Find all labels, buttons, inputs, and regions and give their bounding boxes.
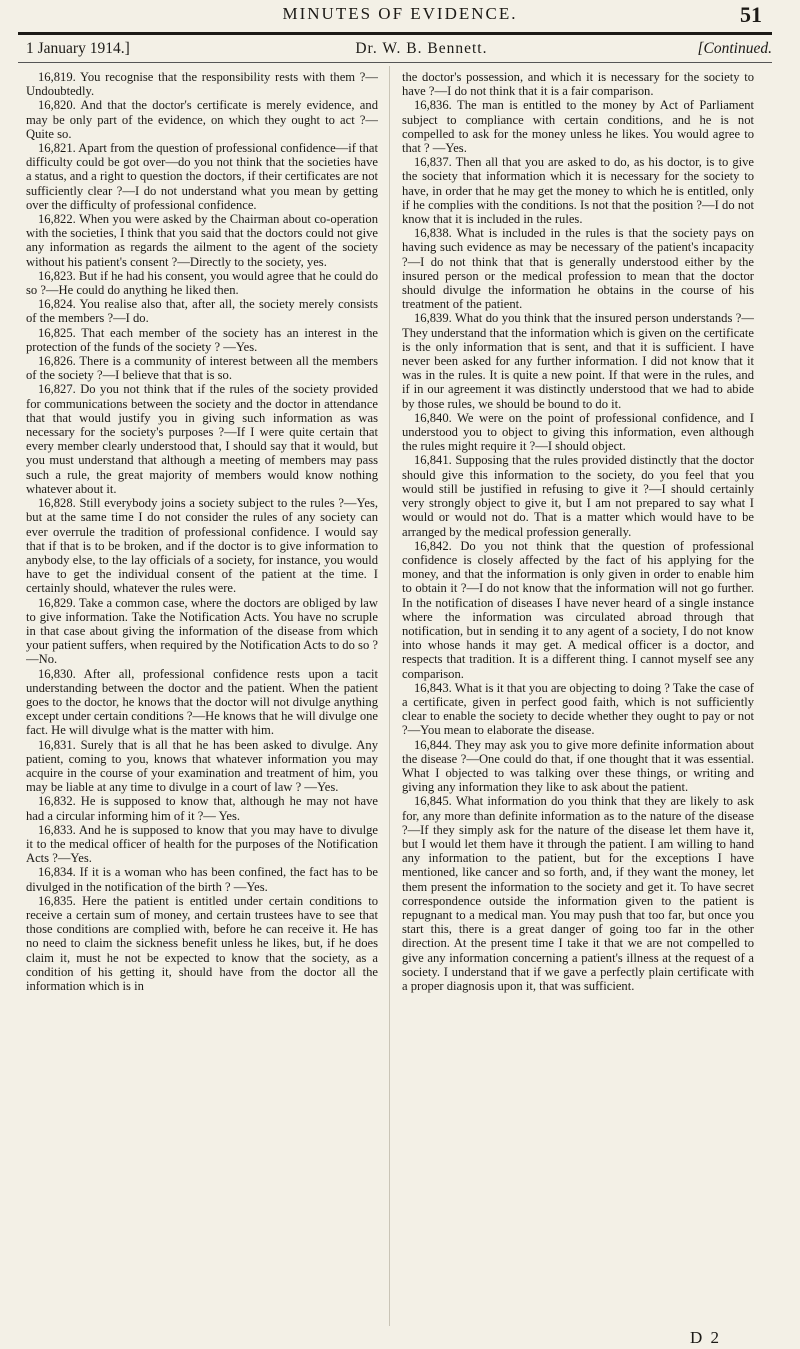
subheader bbox=[18, 38, 772, 60]
right-column bbox=[402, 70, 754, 1328]
paragraph: 16,825. That each member of the society has an interest in the protection of the funds of the society ? —Yes. bbox=[26, 325, 378, 354]
paragraph: 16,844. They may ask you to give more definite information about the disease ?—One could do that, if one thought that it was essential. What I objected to was talking over these things, or writing and giving any information they like to ask about the patient. bbox=[402, 737, 754, 795]
page-number: 51 bbox=[740, 2, 762, 27]
paragraph: 16,832. He is supposed to know that, although he may not have had a circular informing him of it ?— Yes. bbox=[26, 794, 378, 823]
paragraph: 16,837. Then all that you are asked to do, as his doctor, is to give the society that information which it is necessary for the society to have, in order that he may get the money to which he is entitled, only if he complies with the conditions. Is not that the position ?—I do not know that it is included in the rules. bbox=[402, 155, 754, 227]
continued-label: [Continued. bbox=[697, 40, 772, 57]
paragraph: 16,838. What is included in the rules is that the society pays on having such evidence as may be necessary of the patient's incapacity ?—I do not think that that is generally understood either by the insured person or the medical profession to mean that the doctor should divulge the information he obtains in the course of his treatment of the patient. bbox=[402, 226, 754, 312]
running-title: MINUTES OF EVIDENCE. bbox=[282, 4, 518, 23]
paragraph: 16,840. We were on the point of professional confidence, and I understood you to object to giving this information, even although the rules might require it ?—I should object. bbox=[402, 410, 754, 454]
paragraph: 16,829. Take a common case, where the doctors are obliged by law to give information. Take the Notification Acts. You have no scruple in that case about giving the information of the disease from which your patient suffers, when required by the Notification Acts to do so ?—No. bbox=[26, 595, 378, 667]
paragraph: 16,819. You recognise that the responsibility rests with them ?—Undoubtedly. bbox=[26, 70, 378, 99]
paragraph: 16,835. Here the patient is entitled under certain conditions to receive a certain sum of money, and certain trustees have to see that those conditions are complied with, before he can receive it. He has no need to claim the sickness benefit unless he likes, but, if he does claim it, must he not be expected to know that the society, as a condition of his getting it, should have from the doctor all the information which is in bbox=[26, 893, 378, 993]
paragraph: the doctor's possession, and which it is necessary for the society to have ?—I do not think that it is a fair comparison. bbox=[402, 70, 754, 99]
column-divider bbox=[389, 66, 390, 1326]
paragraph: 16,845. What information do you think that they are likely to ask for, any more than definite information as to the nature of the disease ?—If they simply ask for the nature of the disease let them have it, but I would let them have it through the patient. I am willing to hand any information to the patient, but for the exceptions I have mentioned, like cancer and so forth, and, if they want the money, let them present the information to the society and get it. To have secret correspondence outside the information given to the patient is repugnant to a medical man. You may push that too far, but once you start this, there is a great danger of going too far in the other direction. At the present time I take it that we are not compelled to give any information concerning a patient's illness at the request of a society. I understand that if we gave a perfectly plain certificate with a proper diagnosis upon it, that was sufficient. bbox=[402, 794, 754, 993]
paragraph: 16,834. If it is a woman who has been confined, the fact has to be divulged in the notification of the birth ? —Yes. bbox=[26, 865, 378, 894]
signature-mark: D 2 bbox=[690, 1328, 722, 1347]
subheader-rule bbox=[18, 62, 772, 63]
paragraph: 16,843. What is it that you are objecting to doing ? Take the case of a certificate, given in perfect good faith, which is not sufficiently clear to enable the society to decide whether they ought to pay or not ?—You mean to elaborate the disease. bbox=[402, 680, 754, 738]
paragraph: 16,823. But if he had his consent, you would agree that he could do so ?—He could do anything he liked then. bbox=[26, 268, 378, 298]
paragraph: 16,827. Do you not think that if the rules of the society provided for communications between the society and the doctor in attendance that that would justify you in giving such information as was necessary for the society's purposes ?—If I were quite certain that every member clearly understood that, I should say that it would, but you must understand that although a meeting of members may pass such a rule, the great majority of members would know nothing whatever about it. bbox=[26, 382, 378, 496]
paragraph: 16,836. The man is entitled to the money by Act of Parliament subject to compliance with certain conditions, and he is not compelled to ask for the money unless he likes. You would agree to that ? —Yes. bbox=[402, 98, 754, 156]
header-rule bbox=[18, 32, 772, 35]
paragraph: 16,842. Do you not think that the question of professional confidence is closely affected by the fact of his applying for the money, and that the information is only given in order to enable him to obtain it ?—I do not know that the information will not go further. In the notification of diseases I have never heard of a single instance where the information was circulated abroad through that notification, but in sending it to any agent of a society, I do not know into whose hands it may get. A medical officer is a doctor, and respects that tradition. It is a different thing. I cannot myself see any comparison. bbox=[402, 538, 754, 681]
paragraph: 16,830. After all, professional confidence rests upon a tacit understanding between the doctor and the patient. When the patient goes to the doctor, he knows that the doctor will not divulge anything except under certain conditions ?—He knows that he will divulge one fact. He will divulge what is the matter with him. bbox=[26, 666, 378, 738]
left-column bbox=[26, 70, 378, 1328]
witness-name: Dr. W. B. Bennett. bbox=[355, 40, 488, 57]
paragraph: 16,833. And he is supposed to know that you may have to divulge it to the medical officer of health for the purposes of the Notification Acts ?—Yes. bbox=[26, 822, 378, 866]
paragraph: 16,824. You realise also that, after all, the society merely consists of the members ?—I do. bbox=[26, 297, 378, 326]
paragraph: 16,831. Surely that is all that he has been asked to divulge. Any patient, coming to you, knows that whatever information you may acquire in the course of your examination and treatment of him, you may be liable at any time to divulge in a court of law ? —Yes. bbox=[26, 737, 378, 795]
paragraph: 16,821. Apart from the question of professional confidence—if that difficulty could be got over—do you not think that the societies have a status, and a right to question the doctors, if their certificates are not sufficiently clear ?—I do not understand what you mean by getting over the difficulty of professional confidence. bbox=[26, 141, 378, 212]
paragraph: 16,820. And that the doctor's certificate is merely evidence, and may be only part of the evidence, on which they ought to act ?—Quite so. bbox=[26, 98, 378, 141]
session-date: 1 January 1914.] bbox=[26, 40, 130, 57]
paragraph: 16,828. Still everybody joins a society subject to the rules ?—Yes, but at the same time I do not consider the rules of any society can ever overrule the tradition of professional confidence. I would say that if that is to be broken, and if the doctor is to give information to anybody else, to the lay officials of a society, for instance, you would have to get the individual consent of the patient at the time. I certainly should, whatever the rules were. bbox=[26, 496, 378, 596]
paragraph: 16,841. Supposing that the rules provided distinctly that the doctor should give this information to the society, do you feel that you would still be justified in refusing to give it ?—I should certainly very strongly object to give it, but I am not prepared to say what I would or would not do. That is a matter which would have to be arranged by the medical profession generally. bbox=[402, 453, 754, 539]
running-head bbox=[0, 4, 800, 28]
paragraph: 16,822. When you were asked by the Chairman about co-operation with the societies, I think that you said that the doctors could not give any information as regards the ailment to the agent of the society without his patient's consent ?—Directly to the society, yes. bbox=[26, 212, 378, 269]
paragraph: 16,839. What do you think that the insured person understands ?—They understand that the information which is given on the certificate is the only information that is sent, and that it is sufficient. I have never been asked for any further information. I did not know that it was in the rules. It is quite a new point. If that were in the rules, and if in our agreement it was distinctly understood that we had to abide by those rules, we should be bound to do it. bbox=[402, 311, 754, 411]
paragraph: 16,826. There is a community of interest between all the members of the society ?—I believe that that is so. bbox=[26, 354, 378, 383]
